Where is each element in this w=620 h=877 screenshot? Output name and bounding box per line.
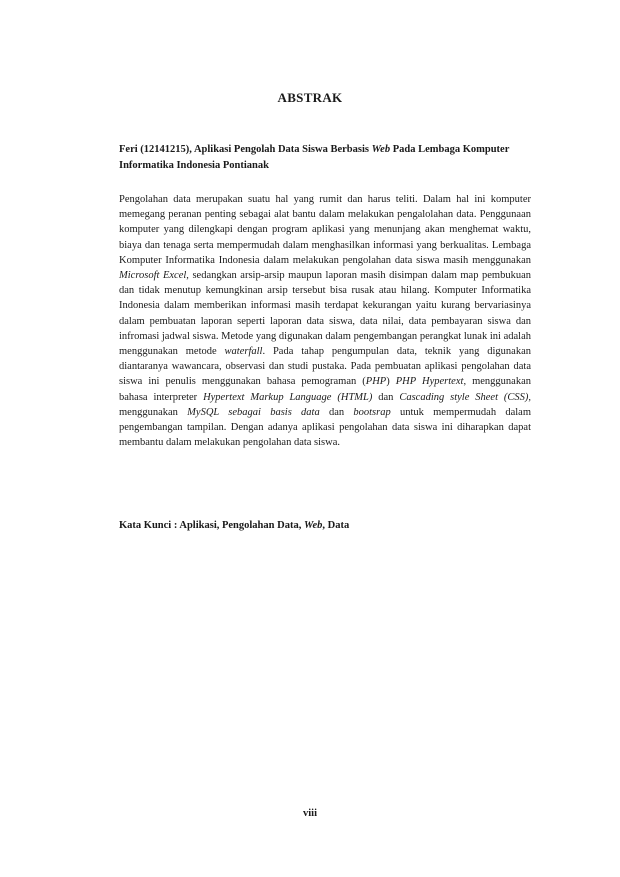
keywords-part-1: Kata Kunci : Aplikasi, Pengolahan Data, [119,520,304,531]
heading-text-part-1: Feri (12141215), Aplikasi Pengolah Data Siswa Berbasis [119,144,372,155]
page-number: viii [302,808,317,819]
abstract-seg-italic: MySQL sebagai basis data [187,406,320,418]
abstract-seg-italic: waterfall [224,346,263,358]
heading-text-italic: Web [371,144,391,155]
keywords-part-2: , Data [322,520,350,531]
keywords-italic: Web [303,520,323,531]
keywords-line [119,518,531,534]
abstract-seg-italic: Cascading style Sheet (CSS), [399,391,531,403]
abstract-seg: , menggunakan bahasa interpreter [119,376,532,403]
abstract-seg-italic: PHP Hypertext [395,376,464,388]
abstract-seg: , sedangkan arsip-arsip maupun laporan masih disimpan dalam map pembukuan dan tidak menutup kemungkinan arsip tersebut bisa rusak atau hilang. Komputer Informatika Indonesia dalam memberikan informasi masih terdapat kekurangan yaitu kurang bervariasinya dalam pembuatan laporan seperti laporan data siswa, data nilai, data pembayaran siswa dan infromasi jadwal siswa. Metode yang digunakan dalam pengembangan perangkat lunak ini adalah menggunakan metode [119,270,531,358]
abstract-seg: . Pada tahap pengumpulan data, teknik yang digunakan diantaranya wawancara, observasi dan studi pustaka. Pada pembuatan aplikasi pengolahan data siswa ini penulis menggunakan bahasa pemograman ( [119,346,531,388]
abstract-seg: ) [386,376,396,388]
abstract-seg: dan [319,406,354,418]
page-title: ABSTRAK [277,90,343,105]
abstract-body [119,192,531,450]
heading-text-part-2: Pada Lembaga Komputer Informatika Indonesia Pontianak [119,144,510,171]
abstract-seg-italic: Hypertext Markup Language (HTML) [203,391,373,403]
abstract-heading [119,142,531,174]
abstract-seg: untuk mempermudah dalam pengembangan tampilan. Dengan adanya aplikasi pengolahan data siswa ini diharapkan dapat membantu dalam melakukan pengolahan data siswa. [119,406,531,449]
abstract-seg: Pengolahan data merupakan suatu hal yang rumit dan harus teliti. Dalam hal ini komputer memegang peranan penting sebagai alat bantu dalam melakukan pengalolahan data. Penggunaan komputer yang dilengkapi dengan program aplikasi yang menunjang akan menghemat waktu, biaya dan tenaga serta mempermudah dalam menghasilkan informasi yang berkualitas. Lembaga Komputer Informatika Indonesia dalam melakukan pengolahan data siswa masih menggunakan [119,194,531,266]
abstract-seg-italic: Microsoft Excel [119,270,187,282]
abstract-seg: menggunakan [119,406,188,418]
abstract-seg-italic: bootsrap [353,406,391,418]
abstract-seg-italic: PHP [365,376,387,388]
abstract-seg: dan [372,391,400,403]
